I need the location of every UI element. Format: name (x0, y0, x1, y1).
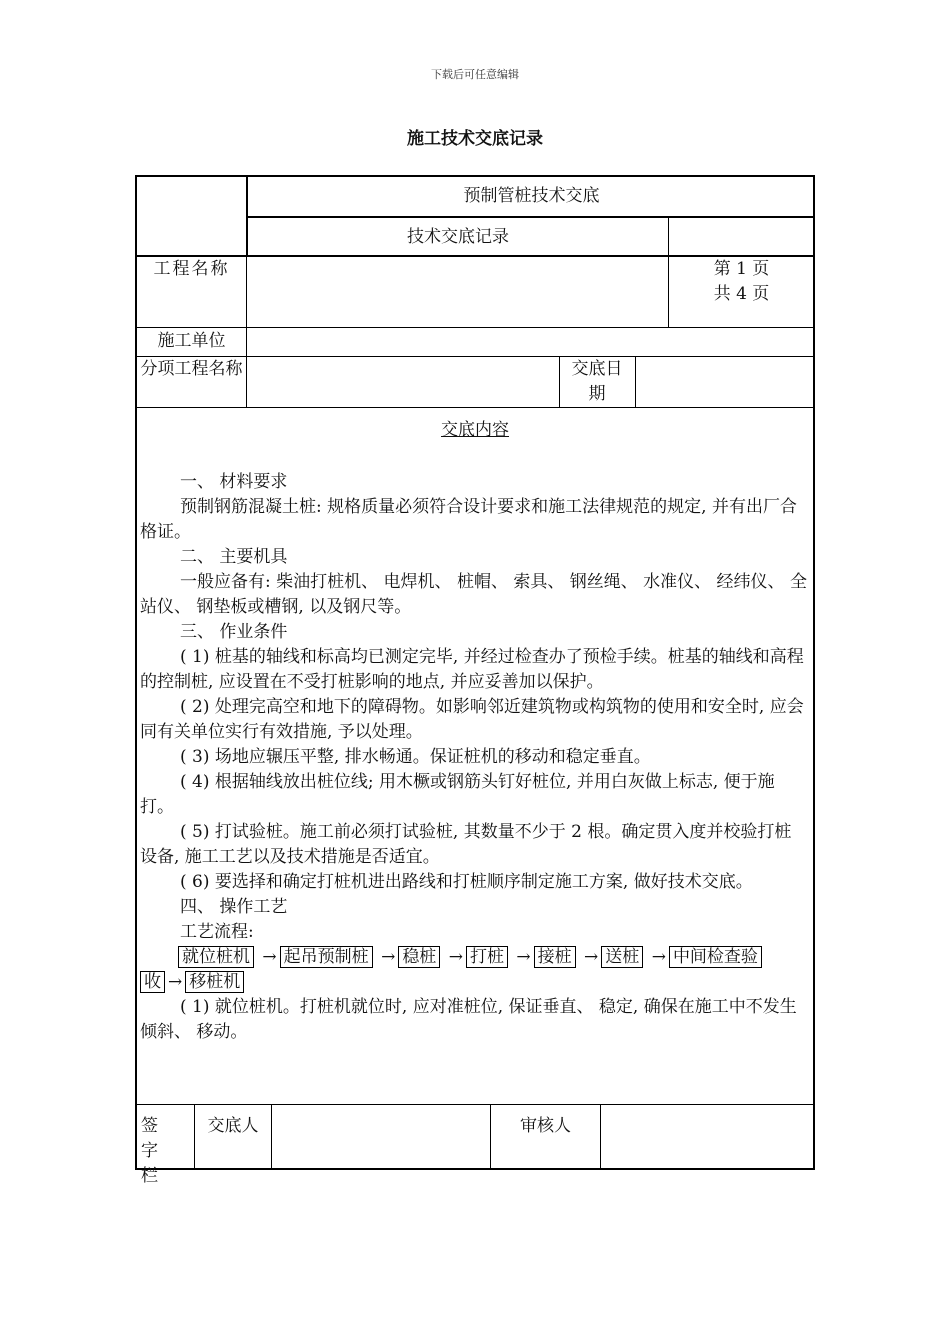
record-label: 技术交底记录 (407, 227, 509, 247)
section-2-title: 二、 主要机具 (180, 547, 288, 567)
project-name-label: 工程名称 (153, 259, 230, 279)
page-total: 共 4 页 (713, 284, 770, 304)
process-flow (140, 945, 808, 970)
content-heading: 交底内容 (441, 420, 509, 440)
arrow-icon: → (584, 947, 599, 967)
flow-step-position-rig: 就位桩机 (178, 946, 254, 968)
flow-step-intermediate-inspection: 中间检查验 (669, 946, 762, 968)
rule-row5 (135, 407, 815, 408)
watermark-text: 下载后可任意编辑 (431, 68, 519, 81)
flow-step-inspection-end: 收 (140, 971, 165, 993)
arrow-icon: → (381, 947, 396, 967)
flow-label: 工艺流程: (180, 922, 254, 942)
arrow-icon: → (516, 947, 531, 967)
rule-row3 (135, 327, 815, 328)
section-1-para-1: 预制钢筋混凝土桩: 规格质量必须符合设计要求和施工法律规范的规定, 并有出厂合格证。 (140, 497, 797, 542)
section-2-para-1: 一般应备有: 柴油打桩机、 电焊机、 桩帽、 索具、 钢丝绳、 水准仪、 经纬仪、 全站仪、 钢垫板或槽钢, 以及钢尺等。 (140, 572, 807, 617)
discloser-label: 交底人 (207, 1116, 259, 1136)
sub-project-label: 分项工程名称 (140, 359, 243, 379)
arrow-icon: → (262, 947, 277, 967)
signature-label: 签 字 栏 (141, 1116, 164, 1186)
process-flow-line-2 (140, 970, 808, 995)
disclosure-content (140, 470, 808, 1045)
discloser-signature-field[interactable] (272, 1105, 490, 1169)
section-3-para-6: ( 6) 要选择和确定打桩机进出路线和打桩顺序制定施工方案, 做好技术交底。 (180, 872, 753, 892)
section-1-title: 一、 材料要求 (180, 472, 288, 492)
section-3-title: 三、 作业条件 (180, 622, 288, 642)
arrow-icon: → (651, 947, 666, 967)
page-current: 第 1 页 (713, 259, 770, 279)
disclosure-date-label: 交底日期 (571, 359, 623, 404)
flow-step-drive-pile: 打桩 (466, 946, 508, 968)
section-4-title: 四、 操作工艺 (180, 897, 288, 917)
reviewer-label: 审核人 (520, 1116, 571, 1136)
rule-col-c (559, 356, 560, 407)
rule-row1 (246, 216, 815, 218)
flow-step-move-rig: 移桩机 (185, 971, 244, 993)
rule-col-b (668, 216, 669, 327)
flow-step-splice-pile: 接桩 (534, 946, 576, 968)
section-3-para-4: ( 4) 根据轴线放出桩位线; 用木橛或钢筋头钉好桩位, 并用白灰做上标志, 便于施打。 (140, 772, 775, 817)
section-4-para-1: ( 1) 就位桩机。打桩机就位时, 应对准桩位, 保证垂直、 稳定, 确保在施工中不发生倾斜、 移动。 (140, 997, 797, 1042)
section-3-para-3: ( 3) 场地应辗压平整, 排水畅通。保证桩机的移动和稳定垂直。 (180, 747, 651, 767)
document-title: 施工技术交底记录 (407, 129, 543, 149)
flow-step-follow-pile: 送桩 (601, 946, 643, 968)
subject-title: 预制管桩技术交底 (463, 186, 600, 206)
construction-unit-label: 施工单位 (157, 331, 226, 351)
arrow-icon: → (448, 947, 463, 967)
reviewer-signature-field[interactable] (601, 1105, 813, 1169)
section-3-para-5: ( 5) 打试验桩。施工前必须打试验桩, 其数量不少于 2 根。确定贯入度并校验打桩设备, 施工工艺以及技术措施是否适宜。 (140, 822, 792, 867)
arrow-icon: → (168, 972, 183, 992)
rule-col-d (635, 356, 636, 407)
section-3-para-1: ( 1) 桩基的轴线和标高均已测定完毕, 并经过检查办了预检手续。桩基的轴线和高程的控制桩, 应设置在不受打桩影响的地点, 并应妥善加以保护。 (140, 647, 804, 692)
flow-step-stabilize-pile: 稳桩 (398, 946, 440, 968)
rule-col-a2 (246, 255, 247, 407)
section-3-para-2: ( 2) 处理完高空和地下的障碍物。如影响邻近建筑物或构筑物的使用和安全时, 应会同有关单位实行有效措施, 予以处理。 (140, 697, 804, 742)
flow-step-lift-pile: 起吊预制桩 (280, 946, 373, 968)
